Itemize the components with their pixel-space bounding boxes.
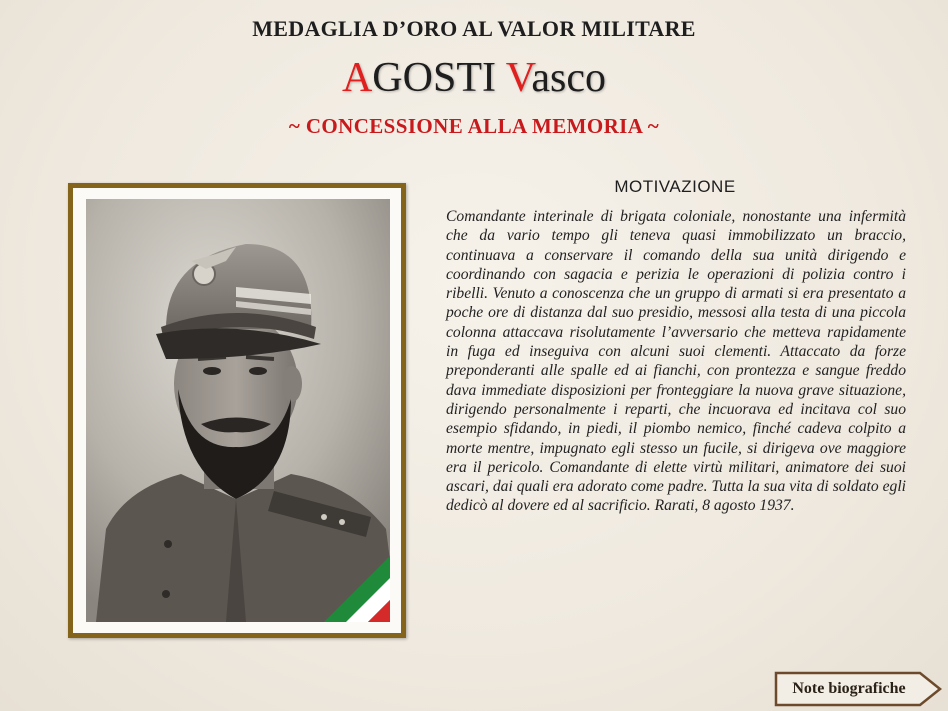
name-surname-rest: GOSTI: [372, 55, 496, 101]
notes-button-label: Note biografiche: [792, 680, 906, 697]
motivation-title: MOTIVAZIONE: [614, 177, 736, 196]
name-initial-surname: A: [341, 55, 373, 101]
subtitle: ~ CONCESSIONE ALLA MEMORIA ~: [288, 114, 660, 138]
honoree-name: [0, 54, 948, 102]
portrait-mat: [73, 188, 401, 633]
notes-biographic-button[interactable]: [774, 671, 942, 707]
name-given-rest: asco: [531, 55, 607, 101]
portrait-frame: [68, 183, 406, 638]
portrait-photo: [86, 199, 390, 622]
name-initial-given: V: [505, 55, 532, 101]
motivation-text: Comandante interinale di brigata coloniale, nonostante una infermità che da vario tempo gli teneva quasi immobilizzato un braccio, continuava a conservare il comando della sua unità dirigendo e coordinando con sagacia e perizia le operazioni di polizia contro i ribelli. Venuto a conoscenza che un gruppo di armati si era presentato a poche ore di distanza dal suo presidio, messosi alla testa di una piccola colonna attaccava risolutamente l’avversario che metteva rapidamente in fuga ed inseguiva con alcuni suoi clementi. Attaccato da forze preponderanti alle spalle ed ai fianchi, con prontezza e sangue freddo dava immediate disposizioni per fronteggiare la nuova grave situazione, dirigendo personalmente i reparti, che incuorava ed incitava col suo esempio sfidando, in piedi, il piombo nemico, finché cadeva colpito a morte mentre, impugnato egli stesso un fucile, si dirigeva ove maggiore era il pericolo. Comandante di elette virtù militari, animatore dei suoi ascari, dai quali era adorato come padre. Tutta la sua vita di soldato egli dedicò al dovere ed al sacrificio. Rarati, 8 agosto 1937.: [446, 208, 906, 515]
italian-flag-corner-icon: [324, 556, 390, 622]
medal-title: MEDAGLIA D’ORO AL VALOR MILITARE: [252, 16, 696, 41]
